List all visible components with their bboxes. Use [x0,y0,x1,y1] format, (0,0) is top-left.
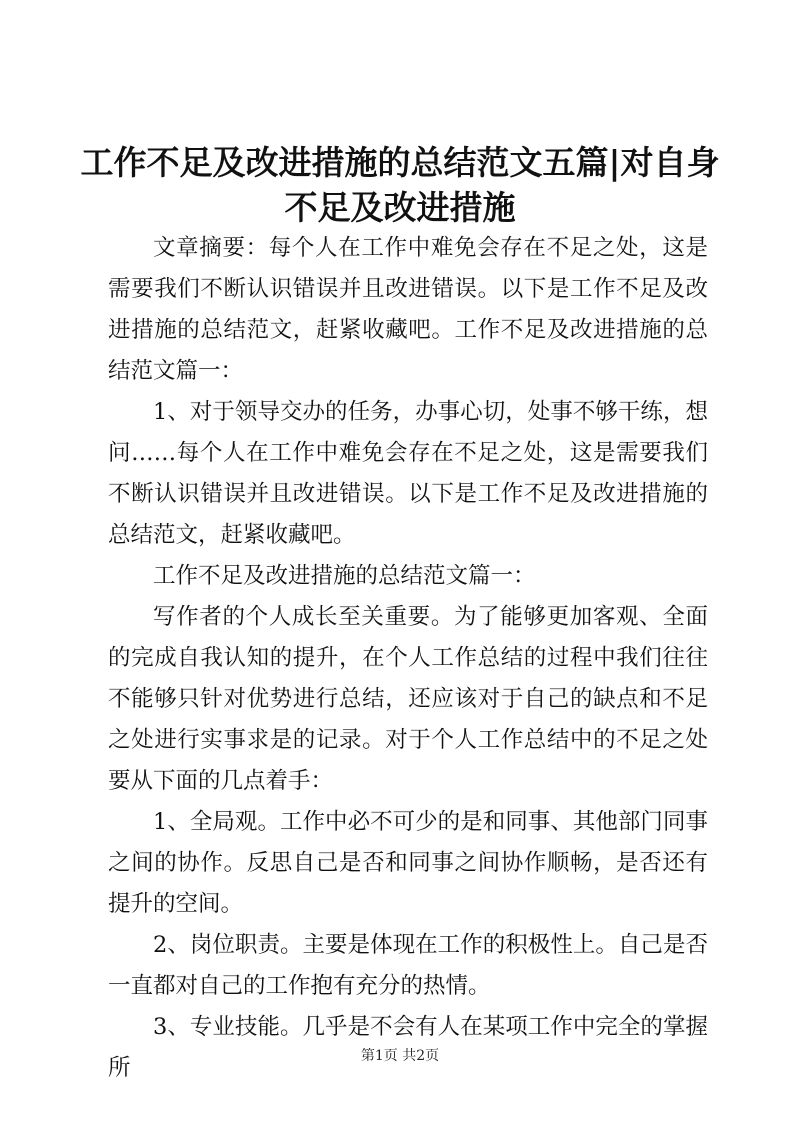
document-body [108,228,708,1089]
page-number-footer: 第1页 共2页 [360,1048,440,1064]
paragraph-item-3: 3、专业技能。几乎是不会有人在某项工作中完全的掌握所 [108,1014,708,1081]
paragraph-intro: 写作者的个人成长至关重要。为了能够更加客观、全面的完成自我认知的提升，在个人工作总结的过程中我们往往不能够只针对优势进行总结，还应该对于自己的缺点和不足之处进行实事求是的记录。对于个人工作总结中的不足之处要从下面的几点着手： [108,604,708,794]
paragraph-item-2: 2、岗位职责。主要是体现在工作的积极性上。自己是否一直都对自己的工作抱有充分的热情。 [108,932,708,999]
paragraph-item-1: 1、全局观。工作中必不可少的是和同事、其他部门同事之间的协作。反思自己是否和同事之间协作顺畅，是否还有提升的空间。 [108,809,708,917]
paragraph-point-1-preview: 1、对于领导交办的任务，办事心切，处事不够干练，想问……每个人在工作中难免会存在不足之处，这是需要我们不断认识错误并且改进错误。以下是工作不足及改进措施的总结范文，赶紧收藏吧。 [108,399,708,548]
paragraph-abstract: 文章摘要：每个人在工作中难免会存在不足之处，这是需要我们不断认识错误并且改进错误。以下是工作不足及改进措施的总结范文，赶紧收藏吧。工作不足及改进措施的总结范文篇一： [108,235,708,384]
paragraph-section-heading: 工作不足及改进措施的总结范文篇一： [153,563,536,589]
document-title-line-2: 不足及改进措施 [284,188,516,227]
document-title-line-1: 工作不足及改进措施的总结范文五篇|对自身 [80,143,720,182]
